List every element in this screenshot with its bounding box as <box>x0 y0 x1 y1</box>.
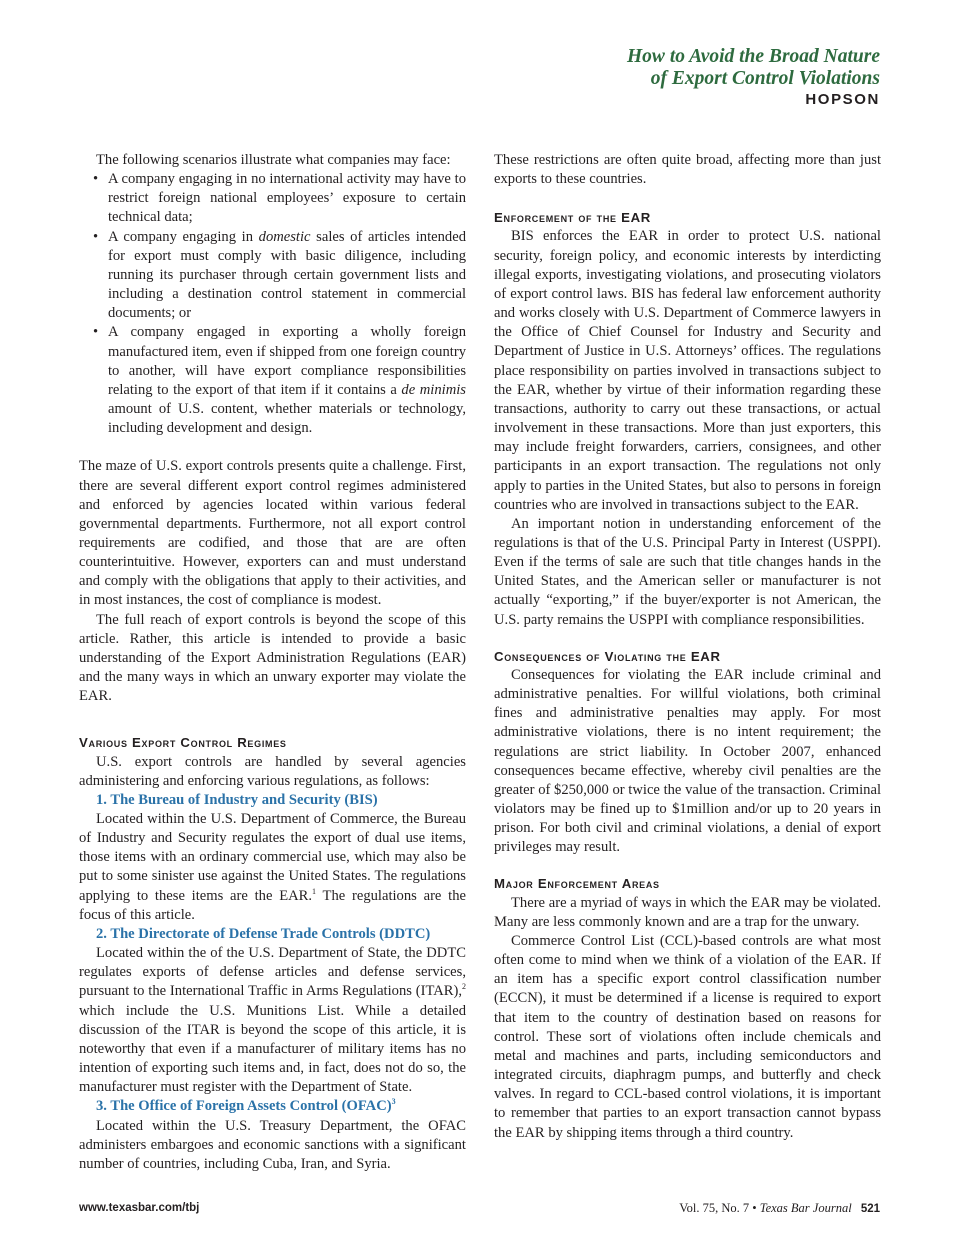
scenario-item: • A company engaged in exporting a wholly foreign manufactured item, even if shipped from one foreign country to another, will have export compliance responsibilities relating to the export of that item if it contains a de minimis amount of U.S. content, whether materials or technology, including development and design. <box>93 324 466 437</box>
section-heading-regimes: Various Export Control Regimes <box>79 735 287 751</box>
section-heading-enforcement: Enforcement of the EAR <box>494 210 652 226</box>
scenario-list <box>79 170 466 438</box>
article-title-line-1: How to Avoid the Broad Nature <box>627 46 880 67</box>
separator-bullet: • <box>752 1201 757 1215</box>
subheading-ofac: 3. The Office of Foreign Assets Control (OFAC)$^3$ <box>96 1097 396 1115</box>
subheading-ddtc: 2. The Directorate of Defense Trade Controls (DDTC) <box>96 925 431 942</box>
left-column <box>79 151 466 1174</box>
consequences-paragraph: Consequences for violating the EAR include criminal and administrative penalties. For willful violations, both criminal fines and administrative penalties may apply. For most administrative violations, there is no intent requirement; the regulations are strict liability. In October 2007, enhanced consequences became effective, whereby civil penalties are the greater of $250,000 or twice the value of the transaction. Criminal violators may be fined up to $1million and/or up to 20 years in prison. For both civil and criminal violations, a denial of export privileges may result. <box>494 666 881 856</box>
footer-url[interactable]: www.texasbar.com/tbj <box>79 1202 200 1214</box>
author-name: HOPSON <box>805 91 880 108</box>
regimes-intro: U.S. export controls are handled by several agencies administering and enforcing various regulations, as follows: <box>79 753 466 789</box>
section-heading-major-areas: Major Enforcement Areas <box>494 876 660 892</box>
major-areas-paragraph-2: Commerce Control List (CCL)-based controls are what most often come to mind when we think of a violation of the EAR. If an item has a specific export control classification number (ECCN), it must be determined if a license is required to export that item to the country of destination based on reasons for control. These sort of violations often include chemicals and metal and machines and parts, including semiconductors and integrated circuits, diaphragm pumps, and butterfly and check valves. In regard to CCL-based control violations, it is important to remember that parties to an export transaction cannot bypass the EAR by shipping items through a third country. <box>494 932 881 1141</box>
volume-issue: Vol. 75, No. 7 <box>679 1201 750 1215</box>
right-column <box>494 151 881 1143</box>
scenario-item: • A company engaging in domestic sales of articles intended for export must comply with basic diligence, including running its purchaser through certain government lists and including a destination control statement in commercial documents; or <box>93 228 466 322</box>
running-header <box>627 46 880 110</box>
ddtc-paragraph: Located within the of the U.S. Department of State, the DDTC regulates exports of defense articles and defense services, pursuant to the International Traffic in Arms Regulations (ITAR),$^2$ which include the U.S. Munitions List. While a detailed discussion of the ITAR is beyond the scope of this article, it is noteworthy that even if a manufacturer of military items has no intention of exporting such items and, in fact, does not do so, the manufacturer must register with the Department of State. <box>79 945 466 1096</box>
bullet-glyph: • <box>93 171 99 188</box>
journal-name: Texas Bar Journal <box>759 1201 852 1215</box>
scenario-item: • A company engaging in no international activity may have to restrict foreign national employees’ exposure to certain technical data; <box>93 171 466 226</box>
bis-paragraph: Located within the U.S. Department of Commerce, the Bureau of Industry and Security regulates the export of dual use items, those items with an ordinary commercial use, which may also be put to some sinister use against the United States. The regulations applying to these items are the EAR.$^1$ The regulations are the focus of this article. <box>79 811 466 923</box>
article-title-line-2: of Export Control Violations <box>650 68 880 89</box>
bullet-glyph: • <box>93 228 99 245</box>
major-areas-paragraph-1: There are a myriad of ways in which the EAR may be violated. Many are less commonly known and are a trap for the unwary. <box>494 894 881 930</box>
footnote-ref[interactable]: 1 <box>312 886 317 896</box>
subheading-bis: 1. The Bureau of Industry and Security (BIS) <box>96 791 378 808</box>
enforcement-paragraph-1: BIS enforces the EAR in order to protect U.S. national security, foreign policy, and economic interests by interdicting illegal exports, investigating violations, and prosecuting violators of export control laws. BIS has federal law enforcement authority and works closely with U.S. Department of Commerce lawyers in the Office of Chief Counsel for Industry and Security and Department of Justice in U.S. Attorneys’ offices. The regulations place responsibility on parties involved in transactions subject to the EAR, whether by virtue of their information regarding these transactions, authority to carry out these transactions, or actual involvement in these transactions. More than just exporters, this may include freight forwarders, carriers, consignees, and other participants in an export transaction. The regulations not only apply to parties in the United States, but also to persons in foreign countries who are involved in transactions subject to the EAR. <box>494 228 881 513</box>
scope-paragraph: The full reach of export controls is beyond the scope of this article. Rather, this article is intended to provide a basic understanding of the Export Administration Regulations (EAR) and the many ways in which an unwary exporter may violate the EAR. <box>79 611 466 705</box>
footer-folio <box>679 1199 880 1218</box>
enforcement-paragraph-2: An important notion in understanding enforcement of the regulations is that of the U.S. Principal Party in Interest (USPPI). Even if the terms of sale are such that title changes hands in the United States, and the American seller or manufacturer is not actually “exporting,” if the buyer/exporter is not American, the U.S. party remains the USPPI with compliance responsibilities. <box>494 515 881 628</box>
footnote-ref[interactable]: 2 <box>462 982 466 992</box>
restrictions-paragraph: These restrictions are often quite broad, affecting more than just exports to these countries. <box>494 152 881 188</box>
section-heading-consequences: Consequences of Violating the EAR <box>494 648 721 664</box>
page-number: 521 <box>860 1203 880 1215</box>
bullet-glyph: • <box>93 324 99 341</box>
footnote-ref[interactable]: 3 <box>391 1097 396 1107</box>
ofac-paragraph: Located within the U.S. Treasury Department, the OFAC administers embargoes and economic sanctions with a significant number of countries, including Cuba, Iran, and Syria. <box>79 1117 466 1172</box>
maze-paragraph: The maze of U.S. export controls presents quite a challenge. First, there are several different export control regimes administered and enforced by agencies located within various federal governmental departments. Furthermore, not all export control requirements are codified, and those that are are often counterintuitive. However, exporters can and must understand and comply with the obligations that apply to their activities, and in most instances, the cost of compliance is modest. <box>79 458 466 609</box>
scenarios-intro: The following scenarios illustrate what companies may face: <box>96 152 451 168</box>
